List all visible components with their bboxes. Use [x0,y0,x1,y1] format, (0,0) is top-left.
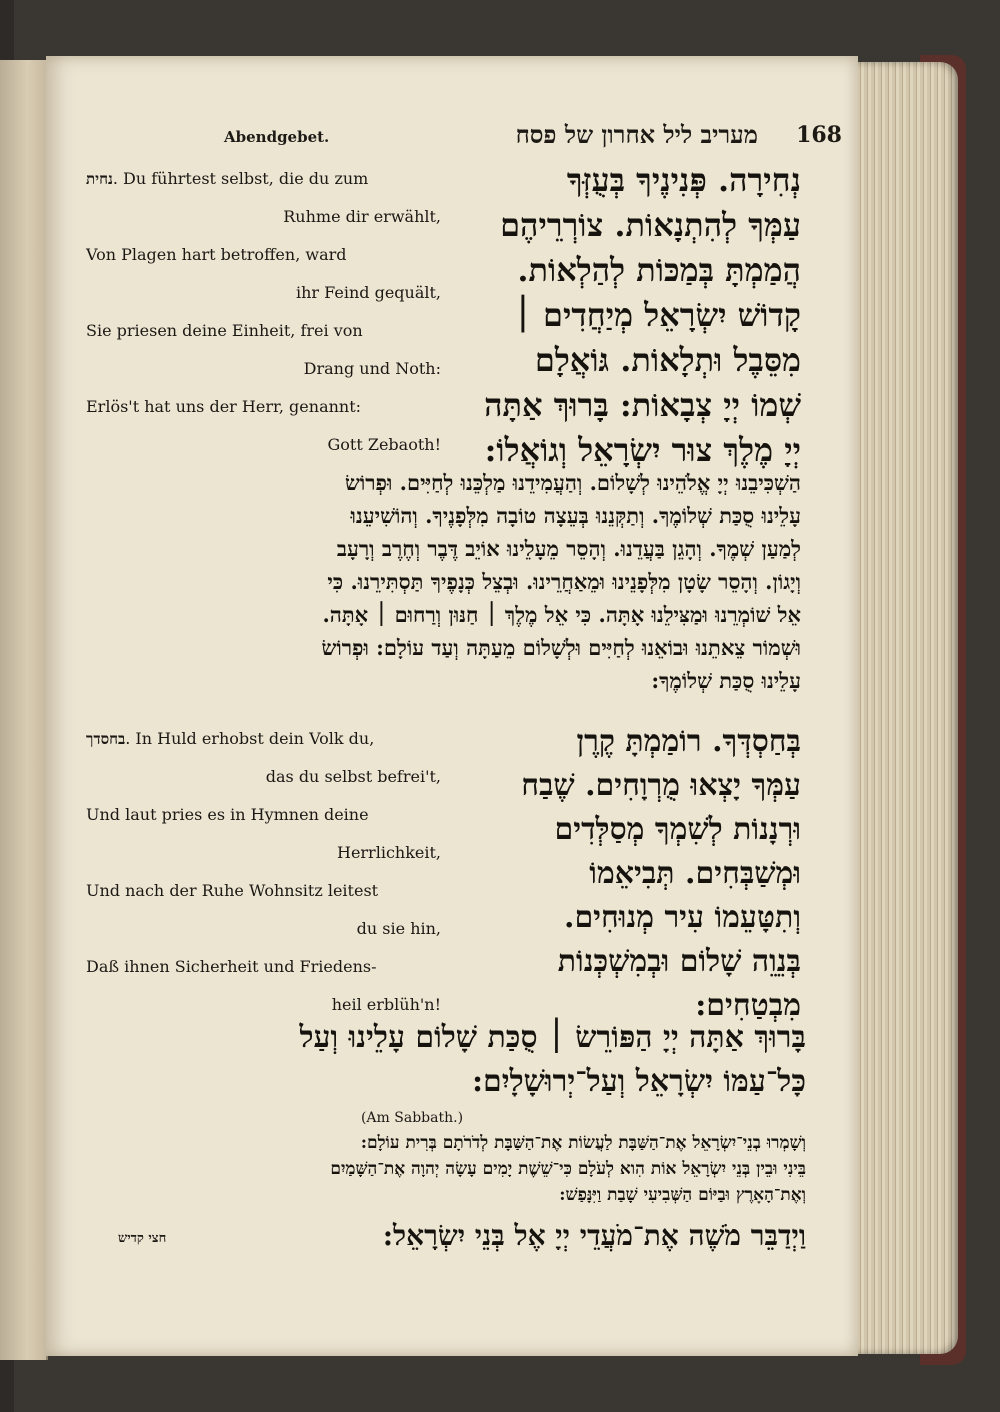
german-line: Ruhme dir erwählt, [283,207,441,226]
page-stack-edge [850,62,958,1354]
paragraph-line: לְמַעַן שְׁמֶךָ. וְהָגֵן בַּעֲדֵנוּ. וְהָסֵר מֵעָלֵינוּ אוֹיֵב דֶּבֶר וְחֶרֶב וְרָעָב [336,536,801,561]
running-head-hebrew: מעריב ליל אחרון של פסח [515,120,758,149]
blessing-line: כָּל־עַמּוֹ יִשְׂרָאֵל וְעַל־יְרוּשָׁלָיִם: [471,1064,806,1099]
hebrew-line: וּמְשַׁבְּחִים. תְּבִיאֵמוֹ [589,856,801,891]
hebrew-verse-1 [451,158,801,473]
german-line: das du selbst befrei't, [265,767,441,786]
hebrew-line: וּרְנָנוֹת לְשִׁמְךָ מְסַלְּדִים [554,812,801,847]
hebrew-line: בְּנֵוֵה שָׁלוֹם וּבְמִשְׁכְּנוֹת [557,944,801,979]
hashkivenu-paragraph [86,466,801,697]
german-line: ihr Feind gequält, [295,283,441,302]
paragraph-line: עָלֵינוּ סֻכַּת שְׁלוֹמֶךָ: [651,668,801,693]
blessing-block [86,1016,806,1104]
german-line: Daß ihnen Sicherheit und Friedens- [86,957,377,976]
hebrew-line: יְיָ מֶלֶךְ צוּר יִשְׂרָאֵל וְגוֹאֲלוֹ: [484,431,801,469]
paragraph-line: וְיָגוֹן. וְהָסֵר שָׂטָן מִלְּפָנֵינוּ וּמֵאַחֲרֵינוּ. וּבְצֵל כְּנָפֶיךָ תַּסְתִּירֵנוּ. כִּי [327,569,801,594]
paragraph-line: אֵל שׁוֹמְרֵנוּ וּמַצִּילֵנוּ אָתָּה. כִּי אֵל מֶלֶךְ ׀ חַנּוּן וְרַחוּם ׀ אָתָּה. [322,602,801,627]
sabbath-note: (Am Sabbath.) [360,1110,464,1126]
verse-marker: בחסדך [86,730,126,748]
hebrew-line: שְׁמוֹ יְיָ צְבָאוֹת: בָּרוּךְ אַתָּה [484,386,801,424]
german-translation-2: בחסדך. In Huld erhobst dein Volk du, das du selbst befrei't, Und laut pries es in Hymnen deine Herrlichkeit, Und nach der Ruhe Wohnsitz leitest du sie hin, Daß ihnen Sicherheit und Friedens- heil erblüh'n! [86,720,441,1024]
hebrew-line: קָדוֹשׁ יִשְׂרָאֵל מְיַחֲדִים ׀ [513,296,801,334]
running-head-german: Abendgebet. [224,128,330,146]
german-translation-1: נחית. Du führtest selbst, die du zum Ruhme dir erwählt, Von Plagen hart betroffen, ward ihr Feind gequält, Sie priesen deine Einheit, frei von Drang und Noth: Erlös't hat uns der Herr, genannt: Gott Zebaoth! [86,160,441,464]
german-line: Du führtest selbst, die du zum [123,169,369,188]
german-line: Sie priesen deine Einheit, frei von [86,321,363,340]
hebrew-verse-2 [451,720,801,1028]
hebrew-line: עַמְּךָ יָצְאוּ מֻרְוָחִים. שֶׁבַח [521,768,801,803]
left-page-edge [0,60,48,1360]
german-line: heil erblüh'n! [331,995,441,1014]
blessing-line: בָּרוּךְ אַתָּה יְיָ הַפּוֹרֵשׂ ׀ סֻכַּת שָׁלוֹם עָלֵינוּ וְעַל [299,1020,806,1055]
german-line: Von Plagen hart betroffen, ward [86,245,347,264]
sabbath-line: בֵּינִי וּבֵין בְּנֵי יִשְׂרָאֵל אוֹת הִוא לְעֹלָם כִּי־שֵׁשֶׁת יָמִים עָשָׂה יְהוָה אֶת־הַשָּׁמַיִם [330,1159,806,1179]
german-line: Gott Zebaoth! [327,435,441,454]
book-page [46,56,858,1356]
german-line: du sie hin, [356,919,441,938]
german-line: Und nach der Ruhe Wohnsitz leitest [86,881,379,900]
hebrew-line: מִבְטַחִים: [695,988,801,1023]
paragraph-line: עָלֵינוּ סֻכַּת שְׁלוֹמֶךָ. וְתַקְּנֵנוּ בְּעֵצָה טוֹבָה מִלְּפָנֶיךָ. וְהוֹשִׁיעֵנוּ [350,503,801,528]
hebrew-line: בְּחַסְדְּךָ. רוֹמַמְתָּ קֶרֶן [576,724,801,759]
german-line: Und laut pries es in Hymnen deine [86,805,369,824]
page-number: 168 [796,122,842,148]
paragraph-line: וּשְׁמוֹר צֵאתֵנוּ וּבוֹאֵנוּ לְחַיִּים וּלְשָׁלוֹם מֵעַתָּה וְעַד עוֹלָם: וּפְרוֹשׂ [321,635,801,660]
kaddish-note: חצי קדיש [118,1231,167,1246]
hebrew-line: מִסֵּבֶל וּתְלָאוֹת. גּוֹאֲלָם [534,341,801,379]
hebrew-line: נְחִירָה. פְּנִינֶיךָ בְּעֻזְּךָ [566,161,801,199]
hebrew-line: הֲמַמְתָּ בְּמַכּוֹת לְהַלְאוֹת. [517,251,801,289]
sabbath-line: וְאֶת־הָאָרֶץ וּבַיּוֹם הַשְּׁבִיעִי שָׁבַת וַיִּנָּפַשׁ: [559,1185,806,1205]
german-line: In Huld erhobst dein Volk du, [135,729,375,748]
final-verse [216,1216,806,1256]
final-line: וַיְדַבֵּר מֹשֶׁה אֶת־מֹעֲדֵי יְיָ אֶל בְּנֵי יִשְׂרָאֵל: [382,1219,806,1252]
verse-marker: נחית [86,170,113,188]
hebrew-line: עַמְּךָ לְהִתְנָאוֹת. צוֹרְרֵיהֶם [500,206,801,244]
hebrew-line: וְתִטָּעֵמוֹ עִיר מְנוּחִים. [564,900,801,935]
german-line: Herrlichkeit, [336,843,441,862]
german-line: Erlös't hat uns der Herr, genannt: [86,397,362,416]
german-line: Drang und Noth: [303,359,441,378]
paragraph-line: הַשְׁכִּיבֵנוּ יְיָ אֱלֹהֵינוּ לְשָׁלוֹם. וְהַעֲמִידֵנוּ מַלְכֵּנוּ לְחַיִּים. וּפְרוֹשׂ [345,470,801,495]
sabbath-verses [86,1130,806,1208]
sabbath-line: וְשָׁמְרוּ בְנֵי־יִשְׂרָאֵל אֶת־הַשַּׁבָּת לַעֲשׂוֹת אֶת־הַשַּׁבָּת לְדֹרֹתָם בְּרִית עוֹלָם: [360,1133,806,1153]
